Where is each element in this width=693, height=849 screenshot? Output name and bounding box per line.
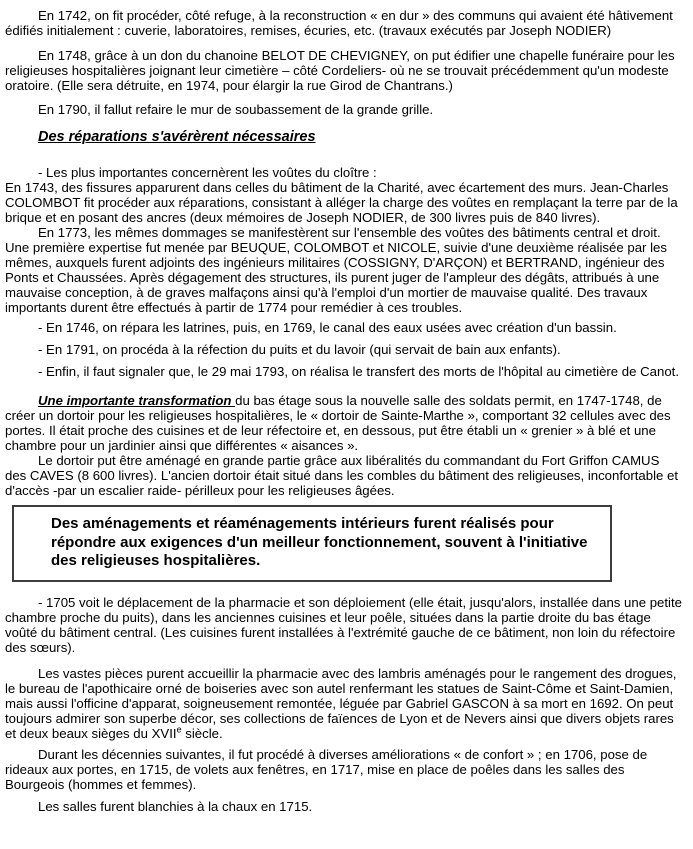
section-heading-reparations: Des réparations s'avérèrent nécessaires [38, 129, 316, 145]
superscript-e: e [176, 724, 182, 735]
paragraph-1742-reconstruction: En 1742, on fit procéder, côté refuge, à la reconstruction « en dur » des communs qui avaient été hâtivement édifiés initialement : cuverie, laboratoires, remises, écuries, etc. (travaux exécutés par Joseph NODIER) [5, 8, 673, 38]
bullet-item-1793-transfert: - Enfin, il faut signaler que, le 29 mai 1793, on réalisa le transfert des morts de l'hôpital au cimetière de Canot. [38, 364, 679, 379]
paragraph-1748-chapelle: En 1748, grâce à un don du chanoine BELOT DE CHEVIGNEY, on put édifier une chapelle funéraire pour les religieuses hospitalières joignant leur cimetière – côté Cordeliers- où ne se trouvait précédemment qu'un modeste oratoire. (Elle sera détruite, en 1974, pour élargir la rue Girod de Chantrans.) [5, 48, 675, 93]
bullet-item-1705-pharmacie: - 1705 voit le déplacement de la pharmacie et son déploiement (elle était, jusqu'alors, installée dans une petite chambre proche du puits), dans les anciennes cuisines et leur poêle, situées dans la partie droite du bas étage voûté du bâtiment central. (Les cuisines furent installées à l'extrémité gauche de ce bâtiment, non loin du réfectoire des sœurs). [5, 594, 682, 655]
highlight-box [12, 505, 612, 582]
bullet-item-1791-puits: - En 1791, on procéda à la réfection du puits et du lavoir (qui servait de bain aux enfants). [38, 342, 561, 357]
transformation-body-text: du bas étage sous la nouvelle salle des soldats permit, en 1747-1748, de créer un dortoir pour les religieuses hospitalières, le « dortoir de Sainte-Marthe », comportant 32 cellules avec des portes. Il était proche des cuisines et de leur réfectoire et, en dessous, put être établi un « grenier » à blé et une chambre pour un jardinier ainsi que différentes « aisances ». [5, 393, 671, 453]
bullet-item-1746-latrines: - En 1746, on répara les latrines, puis, en 1769, le canal des eaux usées avec création d'un bassin. [38, 320, 617, 335]
paragraph-transformation [5, 393, 684, 453]
transformation-lead-heading: Une importante transformation [38, 393, 236, 408]
paragraph-chaux-1715: Les salles furent blanchies à la chaux en 1715. [38, 798, 313, 814]
paragraph-1773-expertise: En 1773, les mêmes dommages se manifestèrent sur l'ensemble des voûtes des bâtiments central et droit. Une première expertise fut menée par BEUQUE, COLOMBOT et NICOLE, suivie d'une deuxième réalisée par les mêmes, auxquels furent adjoints des ingénieurs militaires (COSSIGNY, D'ARÇON) et BERTRAND, ingénieur des Ponts et Chaussées. Après dégagement des structures, ils purent juger de l'ampleur des dégâts, attribués à une mauvaise conception, à de graves malfaçons ainsi qu'à l'emploi d'un mortier de mauvaise qualité. Des travaux importants durent être effectués à partir de 1774 pour remédier à ces troubles. [5, 225, 667, 315]
paragraph-1790-mur: En 1790, il fallut refaire le mur de soubassement de la grande grille. [38, 102, 434, 117]
highlight-box-text: Des aménagements et réaménagements intérieurs furent réalisés pour répondre aux exigences d'un meilleur fonctionnement, souvent à l'initiative des religieuses hospitalières. [51, 515, 588, 569]
paragraph-pharmacie-decor [5, 666, 684, 741]
bullet-item-cloitre: - Les plus importantes concernèrent les voûtes du cloître : [38, 165, 377, 180]
paragraph-confort-ameliorations: Durant les décennies suivantes, il fut procédé à diverses améliorations « de confort » ; en 1706, pose de rideaux aux portes, en 1715, de volets aux fenêtres, en 1717, mise en place de poêles dans les salles des Bourgeois (hommes et femmes). [5, 746, 648, 792]
pharmacie-text-end: siècle. [181, 725, 223, 741]
paragraph-dortoir-camus: Le dortoir put être aménagé en grande partie grâce aux libéralités du commandant du Fort Griffon CAMUS des CAVES (8 600 livres). L'ancien dortoir était situé dans les combles du bâtiment des religieuses, inconfortable et d'accès -par un escalier raide- périlleux pour les religieuses âgées. [5, 453, 678, 498]
paragraph-1743-fissures: En 1743, des fissures apparurent dans celles du bâtiment de la Charité, avec écartement des murs. Jean-Charles COLOMBOT fit procéder aux réparations, consistant à alléger la charge des voûtes en remplaçant la terre par de la brique et en posant des ancres (deux mémoires de Joseph NODIER, de 300 livres puis de 840 livres). [5, 180, 678, 225]
pharmacie-text: Les vastes pièces purent accueillir la pharmacie avec des lambris aménagés pour le rangement des drogues, le bureau de l'apothicaire orné de boiseries avec son autel renfermant les statues de Saint-Côme et Saint-Damien, mais aussi l'officine d'apparat, soigneusement remontée, léguée par Gabriel GASCON à sa mort en 1692. On peut toujours admirer son superbe décor, ses collections de faïences de Lyon et de Nevers ainsi que divers objets rares et deux beaux sièges du XVII [5, 665, 677, 741]
